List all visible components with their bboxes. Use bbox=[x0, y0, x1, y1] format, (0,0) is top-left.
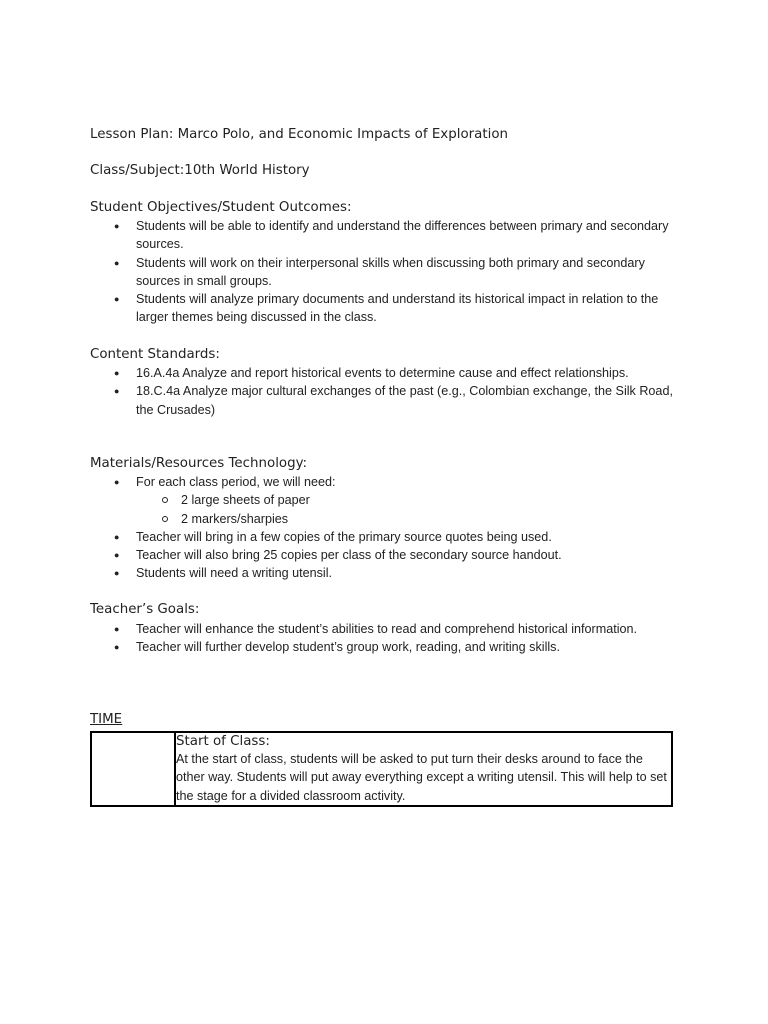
activity-cell bbox=[175, 732, 672, 806]
materials-sublist bbox=[136, 491, 680, 528]
objective-item: ● Students will be able to identify and understand the differences between primary and secondary sources. bbox=[90, 217, 680, 254]
objective-item: ● Students will work on their interpersonal skills when discussing both primary and secondary sources in small groups. bbox=[90, 254, 680, 291]
objective-item: ● Students will analyze primary documents and understand its historical impact in relation to the larger themes being discussed in the class. bbox=[90, 290, 680, 327]
standard-item: ● 16.A.4a Analyze and report historical events to determine cause and effect relationships. bbox=[90, 364, 680, 382]
time-cell bbox=[91, 732, 175, 806]
material-item: ● Teacher will also bring 25 copies per class of the secondary source handout. bbox=[90, 546, 680, 564]
activity-description: At the start of class, students will be asked to put turn their desks around to face the other way. Students will put away everything except a writing utensil. This will help to set the stage for a divided classroom activity. bbox=[176, 752, 667, 803]
objectives-list bbox=[90, 217, 680, 327]
standards-heading: Content Standards: bbox=[90, 347, 220, 362]
material-item bbox=[90, 473, 680, 528]
goals-list bbox=[90, 620, 680, 657]
materials-list bbox=[90, 473, 680, 583]
goals-heading: Teacher’s Goals: bbox=[90, 602, 200, 617]
goal-item: ● Teacher will enhance the student’s abilities to read and comprehend historical information. bbox=[90, 620, 680, 638]
material-item: ● Teacher will bring in a few copies of the primary source quotes being used. bbox=[90, 528, 680, 546]
schedule-table bbox=[90, 731, 673, 807]
objectives-heading: Student Objectives/Student Outcomes: bbox=[90, 200, 352, 215]
standard-item: ● 18.C.4a Analyze major cultural exchanges of the past (e.g., Colombian exchange, the Silk Road, the Crusades) bbox=[90, 382, 680, 419]
class-subject: Class/Subject:10th World History bbox=[90, 163, 310, 178]
lesson-title: Lesson Plan: Marco Polo, and Economic Impacts of Exploration bbox=[90, 127, 508, 142]
materials-heading: Materials/Resources Technology: bbox=[90, 456, 308, 471]
table-row bbox=[91, 732, 672, 806]
material-item-text: For each class period, we will need: bbox=[136, 475, 336, 489]
time-label: TIME bbox=[90, 712, 123, 727]
material-subitem: 2 markers/sharpies bbox=[136, 510, 680, 528]
standards-list bbox=[90, 364, 680, 419]
goal-item: ● Teacher will further develop student’s group work, reading, and writing skills. bbox=[90, 638, 680, 656]
material-subitem: 2 large sheets of paper bbox=[136, 491, 680, 509]
activity-title: Start of Class: bbox=[176, 734, 270, 749]
material-item: ● Students will need a writing utensil. bbox=[90, 564, 680, 582]
